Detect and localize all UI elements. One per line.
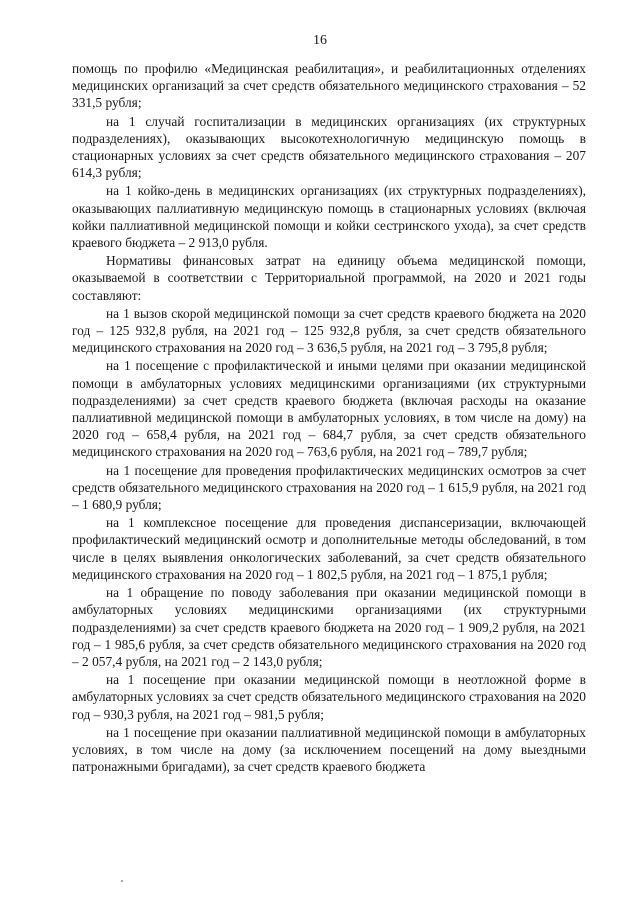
paragraph: на 1 койко-день в медицинских организациях (их структурных подразделениях), оказывающих паллиативную медицинскую помощь в стационарных условиях (включая койки паллиативной медицинской помощи и койки сестринского ухода), за счет средств краевого бюджета – 2 913,0 рубля. xyxy=(72,183,586,251)
scan-speck xyxy=(121,880,123,882)
paragraph: на 1 посещение для проведения профилактических медицинских осмотров за счет средств обязательного медицинского страхования на 2020 год – 1 615,9 рубля, на 2021 год – 1 680,9 рубля; xyxy=(72,462,586,513)
paragraph: на 1 вызов скорой медицинской помощи за счет средств краевого бюджета на 2020 год – 125 932,8 рубля, на 2021 год – 125 932,8 рубля, за счет средств обязательного медицинского страхования на 2020 год – 3 636,5 рубля, на 2021 год – 3 795,8 рубля; xyxy=(72,305,586,356)
page-number: 16 xyxy=(313,33,327,48)
document-body xyxy=(72,60,586,775)
paragraph: на 1 обращение по поводу заболевания при оказании медицинской помощи в амбулаторных условиях медицинскими организациями (их структурными подразделениями) за счет средств краевого бюджета на 2020 год – 1 909,2 рубля, на 2021 год – 1 985,6 рубля, за счет средств обязательного медицинского страхования на 2020 год – 2 057,4 рубля, на 2021 год – 2 143,0 рубля; xyxy=(72,585,586,669)
paragraph: на 1 комплексное посещение для проведения диспансеризации, включающей профилактический медицинский осмотр и дополнительные методы обследований, в том числе в целях выявления онкологических заболеваний, за счет средств обязательного медицинского страхования на 2020 год – 1 802,5 рубля, на 2021 год – 1 875,1 рубля; xyxy=(72,515,586,582)
paragraph: на 1 посещение при оказании медицинской помощи в неотложной форме в амбулаторных условиях за счет средств обязательного медицинского страхования на 2020 год – 930,3 рубля, на 2021 год – 981,5 рубля; xyxy=(72,672,586,722)
paragraph: на 1 посещение при оказании паллиативной медицинской помощи в амбулаторных условиях, в том числе на дому (за исключением посещений на дому выездными патронажными бригадами), за счет средств краевого бюджета xyxy=(72,724,586,775)
paragraph: Нормативы финансовых затрат на единицу объема медицинской помощи, оказываемой в соответствии с Территориальной программой, на 2020 и 2021 годы составляют: xyxy=(72,253,586,303)
paragraph: на 1 случай госпитализации в медицинских организациях (их структурных подразделениях), оказывающих высокотехнологичную медицинскую помощь в стационарных условиях за счет средств обязательного медицинского страхования – 207 614,3 рубля; xyxy=(72,113,586,181)
paragraph: на 1 посещение с профилактической и иными целями при оказании медицинской помощи в амбулаторных условиях медицинскими организациями (их структурными подразделениями) за счет средств краевого бюджета (включая расходы на оказание паллиативной медицинской помощи в амбулаторных условиях, в том числе на дому) на 2020 год – 658,4 рубля, на 2021 год – 684,7 рубля, за счет средств обязательного медицинского страхования на 2020 год – 763,6 рубля, на 2021 год – 789,7 рубля; xyxy=(72,358,586,460)
paragraph: помощь по профилю «Медицинская реабилитация», и реабилитационных отделениях медицинских организаций за счет средств обязательного медицинского страхования – 52 331,5 рубля; xyxy=(72,61,586,111)
